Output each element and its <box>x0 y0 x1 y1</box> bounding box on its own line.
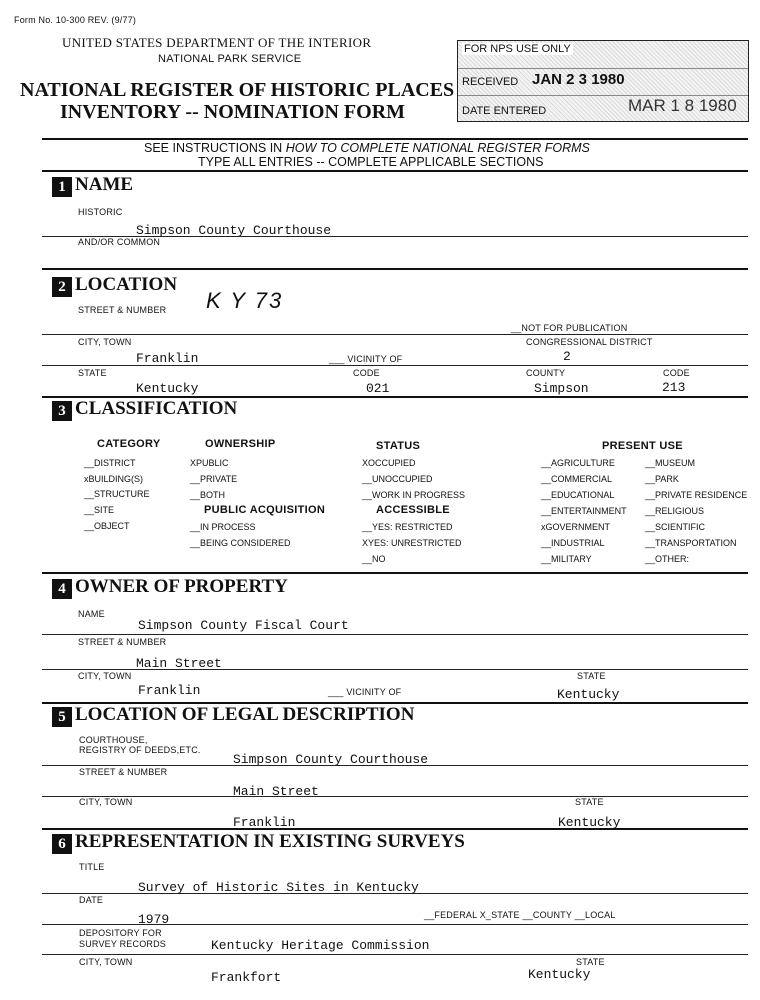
category-item: __OBJECT <box>84 521 130 531</box>
present-use-item: __ENTERTAINMENT <box>541 506 627 516</box>
present-use-item: xGOVERNMENT <box>541 522 611 532</box>
category-item: __SITE <box>84 505 115 515</box>
historic-name: Simpson County Courthouse <box>136 223 332 238</box>
historic-label: HISTORIC <box>78 207 123 217</box>
date-entered-stamp: MAR 1 8 1980 <box>628 96 737 115</box>
legal-city-label: CITY, TOWN <box>79 797 133 807</box>
section-5-header: 5 LOCATION OF LEGAL DESCRIPTION <box>52 704 414 727</box>
received-label: RECEIVED <box>462 76 519 88</box>
owner-city-label: CITY, TOWN <box>78 671 132 681</box>
category-heading: CATEGORY <box>97 438 161 450</box>
location-city-label: CITY, TOWN <box>78 337 132 347</box>
present-use-item: __PARK <box>645 474 679 484</box>
survey-date-value: 1979 <box>138 912 170 927</box>
instructions-line1: SEE INSTRUCTIONS IN HOW TO COMPLETE NATIONAL REGISTER FORMS <box>144 141 590 155</box>
owner-street-value: Main Street <box>136 656 222 671</box>
acquisition-item: __BEING CONSIDERED <box>190 538 291 548</box>
survey-city-value: Frankfort <box>211 970 282 985</box>
category-item: __STRUCTURE <box>84 489 150 499</box>
status-item: __WORK IN PROGRESS <box>362 490 466 500</box>
owner-state-label: STATE <box>577 671 606 681</box>
present-use-item: __OTHER: <box>645 554 690 564</box>
county-code-label: CODE <box>663 368 690 378</box>
courthouse-value: Simpson County Courthouse <box>233 752 429 767</box>
survey-level: __FEDERAL X_STATE __COUNTY __LOCAL <box>424 910 616 920</box>
present-use-item: __COMMERCIAL <box>541 474 613 484</box>
not-for-publication: __NOT FOR PUBLICATION <box>511 323 628 333</box>
present-use-heading: PRESENT USE <box>602 440 683 452</box>
form-number: Form No. 10-300 REV. (9/77) <box>14 15 137 25</box>
location-state-label: STATE <box>78 368 107 378</box>
section-1-header: 1 NAME <box>52 174 133 197</box>
present-use-item: __INDUSTRIAL <box>541 538 605 548</box>
owner-vicinity: ___ VICINITY OF <box>328 687 402 697</box>
present-use-item: __SCIENTIFIC <box>645 522 706 532</box>
status-heading: STATUS <box>376 440 421 452</box>
registry-label: REGISTRY OF DEEDS,ETC. <box>79 745 201 755</box>
status-item: XOCCUPIED <box>362 458 416 468</box>
location-city-value: Franklin <box>136 351 199 366</box>
survey-city-label: CITY, TOWN <box>79 957 133 967</box>
survey-state-value: Kentucky <box>528 967 591 982</box>
accessible-item: __NO <box>362 554 386 564</box>
status-item: __UNOCCUPIED <box>362 474 433 484</box>
location-vicinity: ___ VICINITY OF <box>329 354 403 364</box>
legal-state-value: Kentucky <box>558 815 621 830</box>
common-label: AND/OR COMMON <box>78 237 161 247</box>
county-value: Simpson <box>534 381 589 396</box>
acquisition-item: __IN PROCESS <box>190 522 256 532</box>
form-title-line1: NATIONAL REGISTER OF HISTORIC PLACES <box>20 79 455 101</box>
ownership-item: XPUBLIC <box>190 458 229 468</box>
present-use-item: __EDUCATIONAL <box>541 490 615 500</box>
owner-street-label: STREET & NUMBER <box>78 637 167 647</box>
survey-date-label: DATE <box>79 895 104 905</box>
park-service: NATIONAL PARK SERVICE <box>158 53 302 65</box>
owner-name-label: NAME <box>78 609 105 619</box>
ownership-item: __PRIVATE <box>190 474 238 484</box>
present-use-item: __RELIGIOUS <box>645 506 705 516</box>
department: UNITED STATES DEPARTMENT OF THE INTERIOR <box>62 35 372 50</box>
section-6-header: 6 REPRESENTATION IN EXISTING SURVEYS <box>52 831 465 854</box>
location-street-value: K Y 73 <box>206 288 284 313</box>
present-use-item: __TRANSPORTATION <box>645 538 737 548</box>
survey-title-value: Survey of Historic Sites in Kentucky <box>138 880 419 895</box>
section-4-header: 4 OWNER OF PROPERTY <box>52 576 288 599</box>
present-use-item: __MUSEUM <box>645 458 696 468</box>
depository-value: Kentucky Heritage Commission <box>211 938 430 953</box>
survey-state-label: STATE <box>576 957 605 967</box>
owner-name-value: Simpson County Fiscal Court <box>138 618 349 633</box>
accessible-item: XYES: UNRESTRICTED <box>362 538 462 548</box>
nps-heading: FOR NPS USE ONLY <box>464 43 571 55</box>
received-stamp: JAN 2 3 1980 <box>532 71 625 88</box>
congressional-district-value: 2 <box>563 349 571 364</box>
present-use-item: __PRIVATE RESIDENCE <box>645 490 748 500</box>
section-2-header: 2 LOCATION <box>52 274 177 297</box>
date-entered-label: DATE ENTERED <box>462 105 547 117</box>
ownership-heading: OWNERSHIP <box>205 438 276 450</box>
legal-street-label: STREET & NUMBER <box>79 767 168 777</box>
owner-city-value: Franklin <box>138 683 201 698</box>
depository-label: DEPOSITORY FOR <box>79 928 162 938</box>
present-use-item: __MILITARY <box>541 554 592 564</box>
owner-state-value: Kentucky <box>557 687 620 702</box>
category-item: __DISTRICT <box>84 458 136 468</box>
legal-state-label: STATE <box>575 797 604 807</box>
nps-use-box <box>457 40 749 122</box>
accessible-heading: ACCESSIBLE <box>376 504 450 516</box>
location-state-value: Kentucky <box>136 381 199 396</box>
section-3-header: 3 CLASSIFICATION <box>52 398 237 421</box>
state-code-label: CODE <box>353 368 380 378</box>
location-street-label: STREET & NUMBER <box>78 305 167 315</box>
acquisition-heading: PUBLIC ACQUISITION <box>204 504 326 516</box>
survey-title-label: TITLE <box>79 862 105 872</box>
ownership-item: __BOTH <box>190 490 226 500</box>
accessible-item: __YES: RESTRICTED <box>362 522 453 532</box>
county-code-value: 213 <box>662 380 686 395</box>
congressional-district-label: CONGRESSIONAL DISTRICT <box>526 337 653 347</box>
survey-records-label: SURVEY RECORDS <box>79 939 166 949</box>
instructions-line2: TYPE ALL ENTRIES -- COMPLETE APPLICABLE SECTIONS <box>198 155 544 169</box>
present-use-item: __AGRICULTURE <box>541 458 615 468</box>
county-label: COUNTY <box>526 368 566 378</box>
legal-city-value: Franklin <box>233 815 296 830</box>
courthouse-label: COURTHOUSE, <box>79 735 148 745</box>
legal-street-value: Main Street <box>233 784 319 799</box>
state-code-value: 021 <box>366 381 390 396</box>
form-title-line2: INVENTORY -- NOMINATION FORM <box>60 101 406 123</box>
category-item: xBUILDING(S) <box>84 474 144 484</box>
